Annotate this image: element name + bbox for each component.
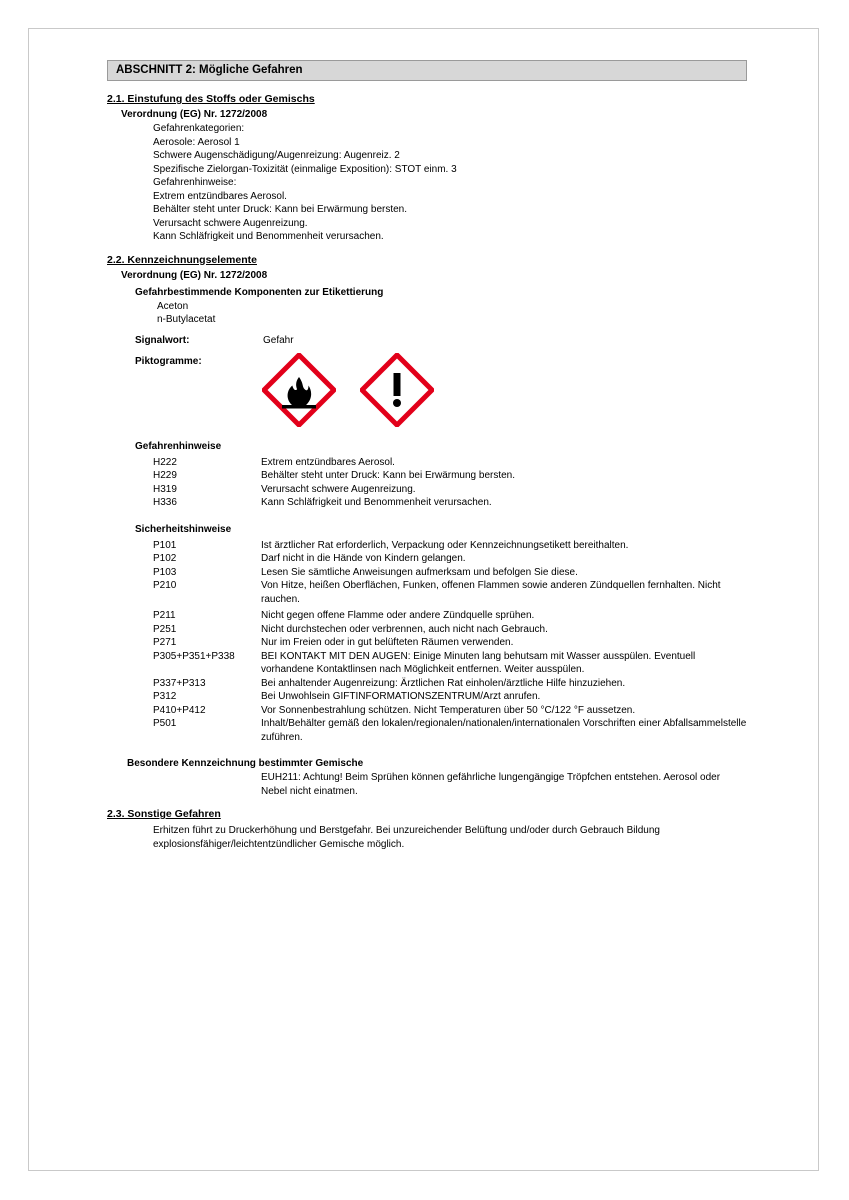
h-statement-code: H336 (153, 497, 177, 508)
heading-2-1: 2.1. Einstufung des Stoffs oder Gemischs (107, 93, 315, 105)
regulation-2-1: Verordnung (EG) Nr. 1272/2008 (121, 109, 268, 120)
h-statements-heading: Gefahrenhinweise (135, 440, 222, 452)
p-statement-text: Nur im Freien oder in gut belüfteten Räumen verwenden. (261, 637, 514, 648)
p-statement-code: P103 (153, 566, 177, 578)
p-statement-code: P102 (153, 553, 177, 564)
hazard-category-item: Schwere Augenschädigung/Augenreizung: Augenreiz. 2 (153, 150, 400, 161)
p-statement-row (153, 690, 747, 704)
p-statement-code: P210 (153, 580, 177, 591)
h-statement-row (153, 483, 747, 497)
p-statement-row (153, 552, 747, 566)
p-statement-text: Bei anhaltender Augenreizung: Ärztlichen Rat einholen/ärztliche Hilfe hinzuziehen. (261, 677, 626, 689)
regulation-2-2: Verordnung (EG) Nr. 1272/2008 (121, 269, 268, 281)
p-statement-code: P101 (153, 539, 177, 551)
hazard-statements-label: Gefahrenhinweise: (153, 177, 237, 188)
p-statement-code: P271 (153, 637, 177, 648)
document-content (107, 60, 747, 851)
h-statement-row (153, 469, 747, 483)
signal-word-value: Gefahr (263, 334, 294, 346)
p-statement-code: P501 (153, 718, 177, 729)
h-statement-code: H319 (153, 483, 177, 495)
heading-2-3: 2.3. Sonstige Gefahren (107, 808, 221, 820)
h-statement-row (153, 456, 747, 470)
p-statement-row (153, 566, 747, 580)
hazard-statement-item: Extrem entzündbares Aerosol. (153, 190, 287, 202)
p-statement-row (153, 609, 747, 623)
p-statement-row (153, 539, 747, 553)
hazard-category-item: Aerosole: Aerosol 1 (153, 136, 240, 148)
h-statement-text: Kann Schläfrigkeit und Benommenheit verursachen. (261, 497, 492, 508)
pictograms-row (262, 353, 747, 427)
p-statement-code: P305+P351+P338 (153, 650, 235, 662)
signal-word-row (135, 335, 747, 346)
p-statement-row (153, 677, 747, 691)
labelling-component-item: n-Butylacetat (157, 314, 216, 325)
hazard-category-item: Spezifische Zielorgan-Toxizität (einmalige Exposition): STOT einm. 3 (153, 163, 457, 175)
flame-pictogram (262, 353, 336, 427)
p-statement-code: P410+P412 (153, 704, 206, 716)
p-statement-text: BEI KONTAKT MIT DEN AUGEN: Einige Minuten lang behutsam mit Wasser ausspülen. Eventuell vorhandene Kontaktlinsen nach Möglichkeit entfernen. Weiter ausspülen. (261, 650, 696, 675)
p-statement-text: Inhalt/Behälter gemäß den lokalen/regionalen/nationalen/internationalen Vorschriften einer Abfallsammelstelle zuführen. (261, 718, 747, 743)
h-statement-row (153, 496, 747, 510)
h-statement-text: Verursacht schwere Augenreizung. (261, 483, 416, 495)
p-statement-text: Ist ärztlicher Rat erforderlich, Verpackung oder Kennzeichnungsetikett bereithalten. (261, 539, 629, 551)
p-statement-row (153, 717, 747, 744)
labelling-components-label: Gefahrbestimmende Komponenten zur Etikettierung (135, 286, 384, 298)
other-hazards-text: Erhitzen führt zu Druckerhöhung und Berstgefahr. Bei unzureichender Belüftung und/oder durch Gebrauch Bildung explosionsfähiger/leichtentzündlicher Gemische möglich. (153, 825, 660, 850)
exclamation-mark-pictogram (360, 353, 434, 427)
p-statement-row (153, 704, 747, 718)
special-labelling-text: EUH211: Achtung! Beim Sprühen können gefährliche lungengängige Tröpfchen entstehen. Aerosol oder Nebel nicht einatmen. (261, 772, 721, 797)
p-statement-code: P312 (153, 691, 177, 702)
h-statement-text: Behälter steht unter Druck: Kann bei Erwärmung bersten. (261, 470, 516, 481)
heading-2-2: 2.2. Kennzeichnungselemente (107, 253, 257, 266)
p-statement-text: Nicht gegen offene Flamme oder andere Zündquelle sprühen. (261, 610, 535, 621)
pictograms-label: Piktogramme: (135, 355, 202, 367)
p-statement-text: Vor Sonnenbestrahlung schützen. Nicht Temperaturen über 50 °C/122 °F aussetzen. (261, 704, 636, 716)
special-labelling-heading: Besondere Kennzeichnung bestimmter Gemische (127, 758, 364, 769)
signal-word-label: Signalwort: (135, 334, 190, 346)
h-statement-code: H222 (153, 456, 177, 468)
p-statement-row (153, 623, 747, 637)
p-statement-row (153, 636, 747, 650)
p-statement-text: Von Hitze, heißen Oberflächen, Funken, offenen Flammen sowie anderen Zündquellen fernhalten. Nicht rauchen. (261, 580, 721, 605)
hazard-statement-item: Kann Schläfrigkeit und Benommenheit verursachen. (153, 231, 384, 242)
hazard-statement-item: Verursacht schwere Augenreizung. (153, 217, 308, 229)
p-statements-heading: Sicherheitshinweise (135, 523, 232, 535)
p-statement-code: P251 (153, 623, 177, 635)
section-header: ABSCHNITT 2: Mögliche Gefahren (107, 60, 747, 81)
h-statement-text: Extrem entzündbares Aerosol. (261, 456, 395, 468)
hazard-statement-item: Behälter steht unter Druck: Kann bei Erwärmung bersten. (153, 204, 408, 215)
p-statement-text: Lesen Sie sämtliche Anweisungen aufmerksam und befolgen Sie diese. (261, 566, 578, 578)
p-statement-text: Nicht durchstechen oder verbrennen, auch nicht nach Gebrauch. (261, 623, 548, 635)
p-statement-row (153, 579, 747, 606)
p-statement-code: P211 (153, 610, 176, 621)
p-statement-text: Bei Unwohlsein GIFTINFORMATIONSZENTRUM/Arzt anrufen. (261, 691, 541, 702)
p-statement-text: Darf nicht in die Hände von Kindern gelangen. (261, 553, 466, 564)
p-statement-code: P337+P313 (153, 677, 206, 689)
p-statement-row (153, 650, 747, 677)
hazard-categories-label: Gefahrenkategorien: (153, 123, 245, 134)
h-statement-code: H229 (153, 470, 177, 481)
labelling-component-item: Aceton (157, 300, 189, 312)
